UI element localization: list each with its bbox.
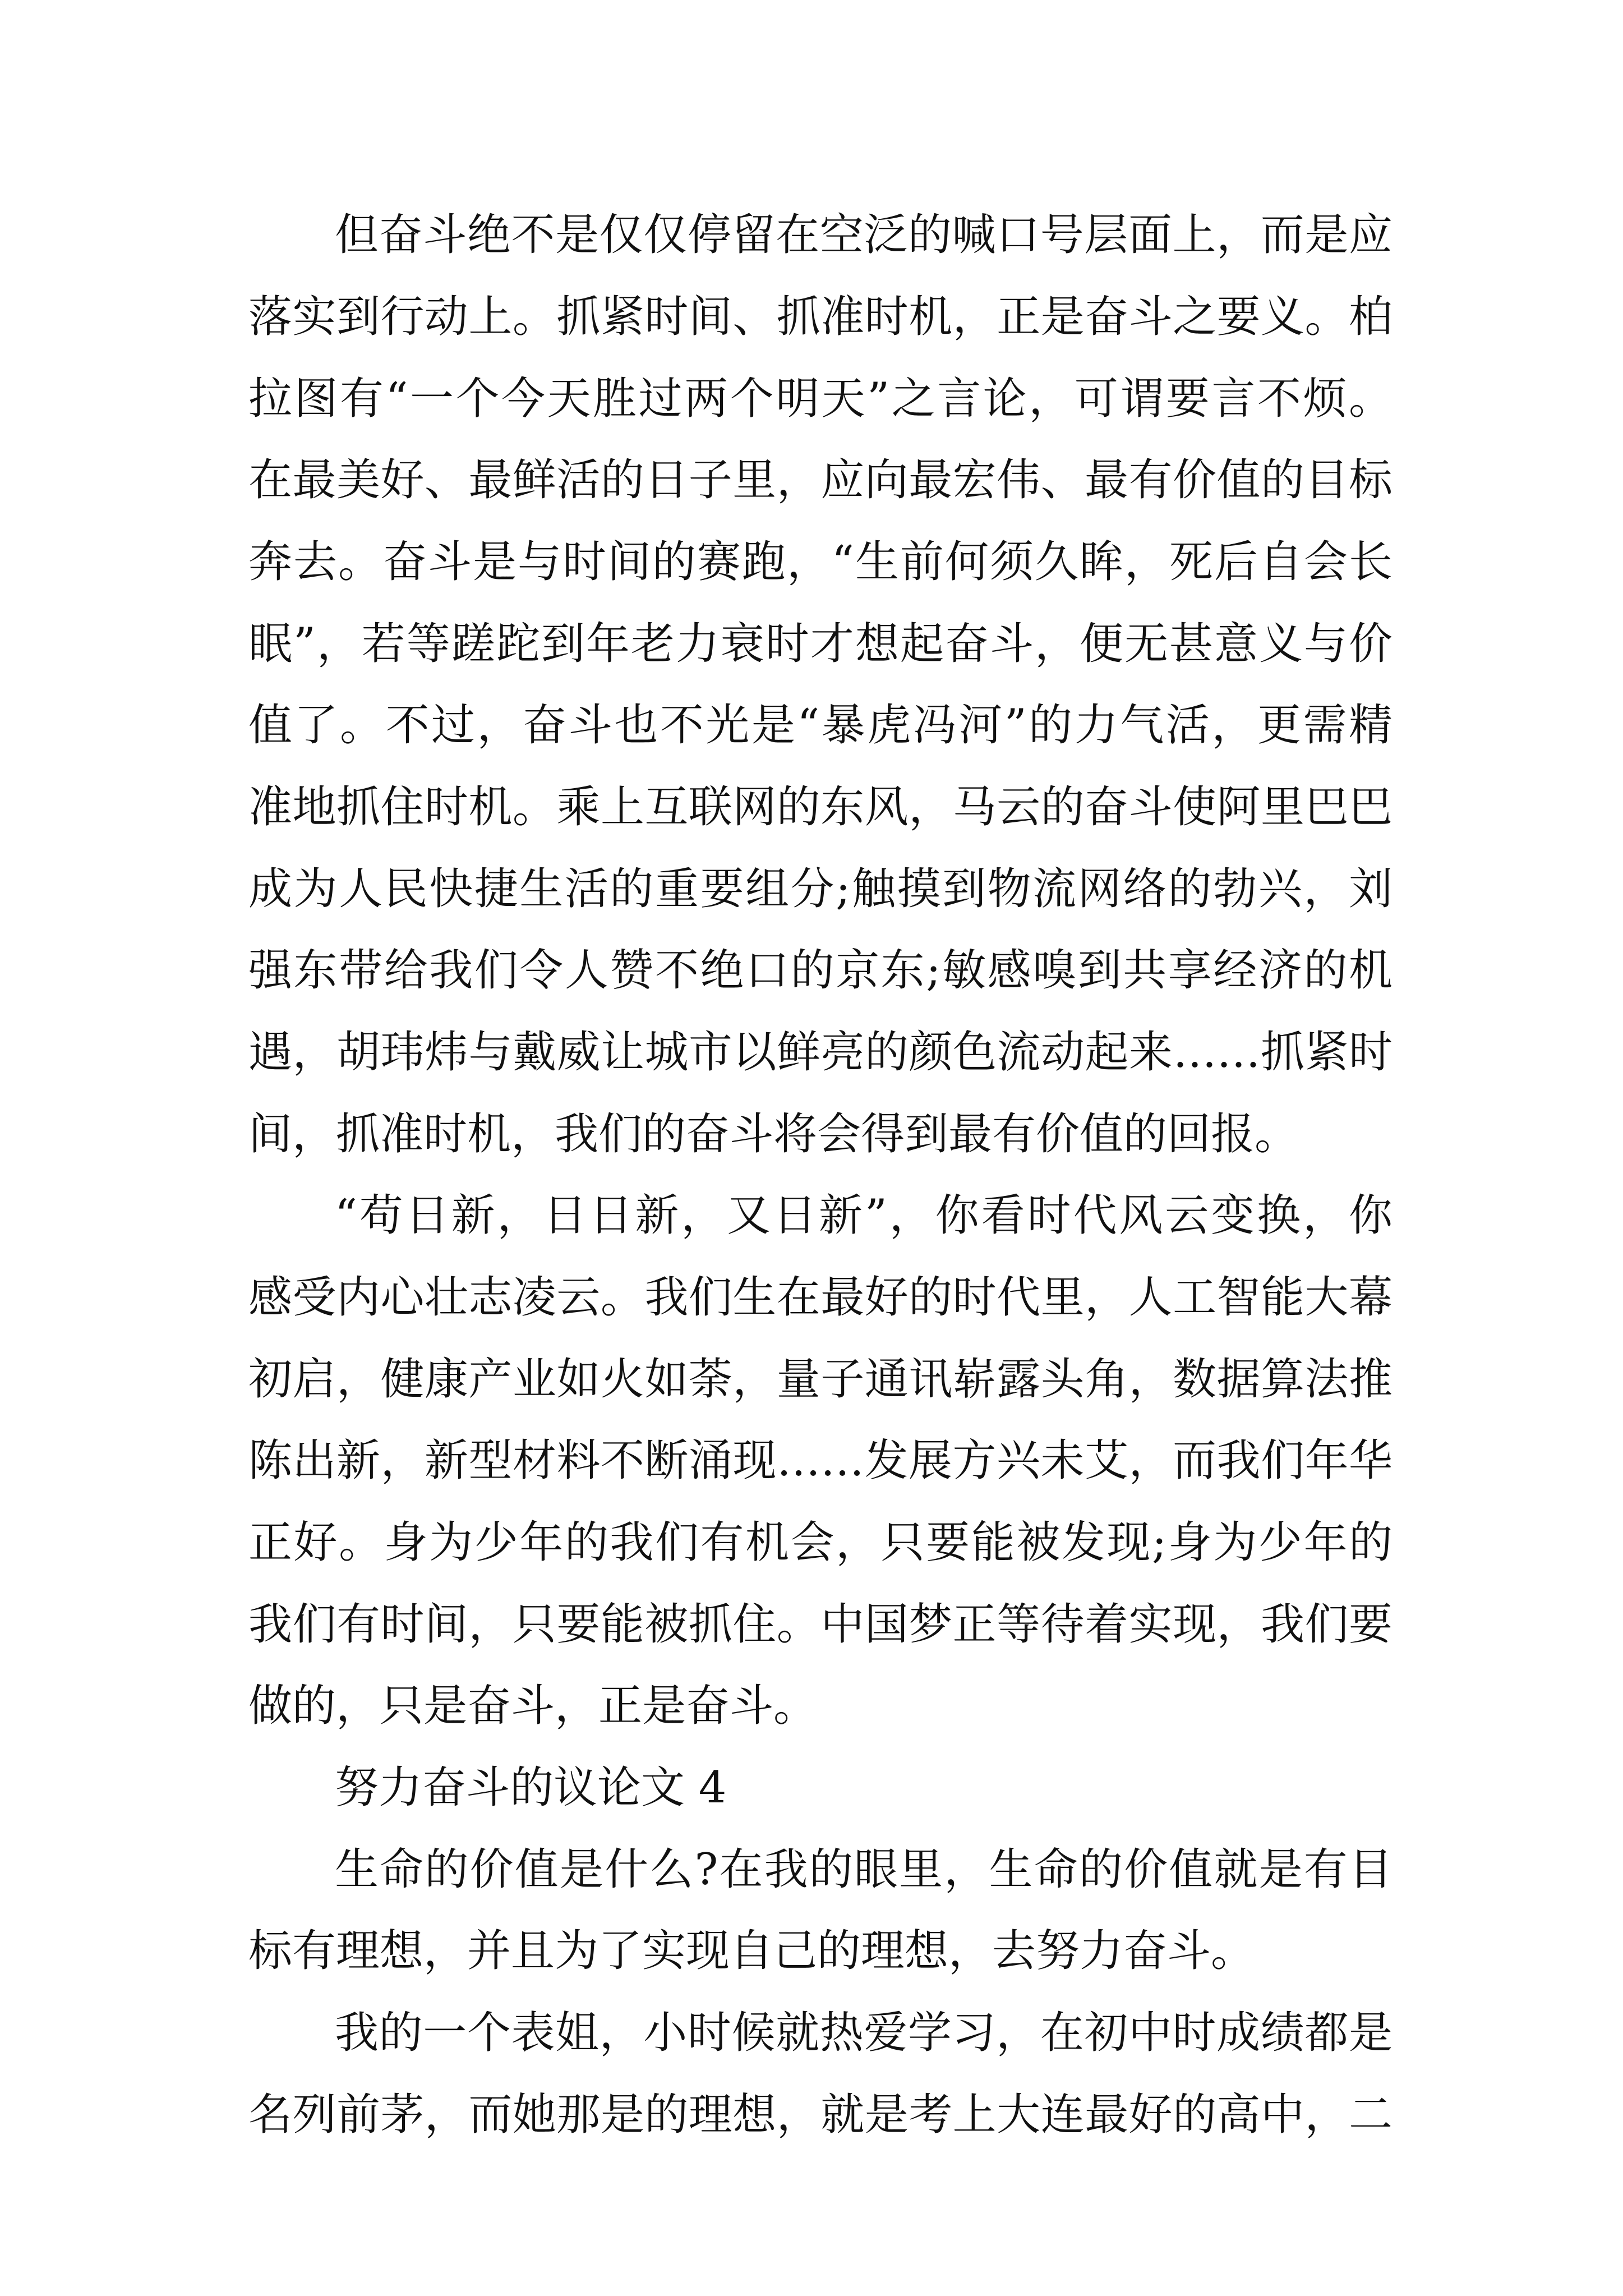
paragraph-2-line-4: 陈出新，新型材料不断涌现……发展方兴未艾，而我们年华 [248,1435,1393,1486]
paragraph-1-line-11: 遇，胡玮炜与戴威让城市以鲜亮的颜色流动起来……抓紧时 [248,1027,1393,1078]
paragraph-1-line-6: 眠”，若等蹉跎到年老力衰时才想起奋斗，便无甚意义与价 [248,619,1393,669]
paragraph-1-line-5: 奔去。奋斗是与时间的赛跑，“生前何须久眸，死后自会长 [248,537,1393,587]
paragraph-1-line-1: 但奋斗绝不是仅仅停留在空泛的喊口号层面上，而是应 [335,210,1393,260]
paragraph-3-line-1: 生命的价值是什么?在我的眼里，生命的价值就是有目 [335,1844,1393,1895]
paragraph-4-line-1: 我的一个表姐，小时候就热爱学习，在初中时成绩都是 [335,2008,1393,2058]
paragraph-3-line-2: 标有理想，并且为了实现自己的理想，去努力奋斗。 [248,1926,1255,1976]
paragraph-1-line-8: 准地抓住时机。乘上互联网的东风，马云的奋斗使阿里巴巴 [248,782,1393,832]
paragraph-2-line-1: “苟日新，日日新，又日新”，你看时代风云变换，你 [335,1190,1393,1241]
paragraph-1-line-9: 成为人民快捷生活的重要组分;触摸到物流网络的勃兴，刘 [248,864,1393,914]
paragraph-1-line-12: 间，抓准时机，我们的奋斗将会得到最有价值的回报。 [248,1109,1299,1159]
paragraph-2-line-6: 我们有时间，只要能被抓住。中国梦正等待着实现，我们要 [248,1599,1393,1650]
paragraph-1-line-3: 拉图有“一个今天胜过两个明天”之言论，可谓要言不烦。 [248,374,1393,424]
paragraph-2-line-2: 感受内心壮志凌云。我们生在最好的时代里，人工智能大幕 [248,1272,1393,1323]
paragraph-2-line-7: 做的，只是奋斗，正是奋斗。 [248,1681,818,1731]
paragraph-2-line-3: 初启，健康产业如火如荼，量子通讯崭露头角，数据算法推 [248,1354,1393,1405]
paragraph-1-line-4: 在最美好、最鲜活的日子里，应向最宏伟、最有价值的目标 [248,455,1393,505]
paragraph-1-line-2: 落实到行动上。抓紧时间、抓准时机，正是奋斗之要义。柏 [248,292,1393,342]
section-heading: 努力奋斗的议论文 4 [335,1763,727,1813]
paragraph-4-line-2: 名列前茅，而她那是的理想，就是考上大连最好的高中，二 [248,2090,1393,2140]
paragraph-2-line-5: 正好。身为少年的我们有机会，只要能被发现;身为少年的 [248,1517,1393,1568]
paragraph-1-line-10: 强东带给我们令人赞不绝口的京东;敏感嗅到共享经济的机 [248,945,1393,996]
paragraph-1-line-7: 值了。不过，奋斗也不光是“暴虎冯河”的力气活，更需精 [248,700,1393,751]
